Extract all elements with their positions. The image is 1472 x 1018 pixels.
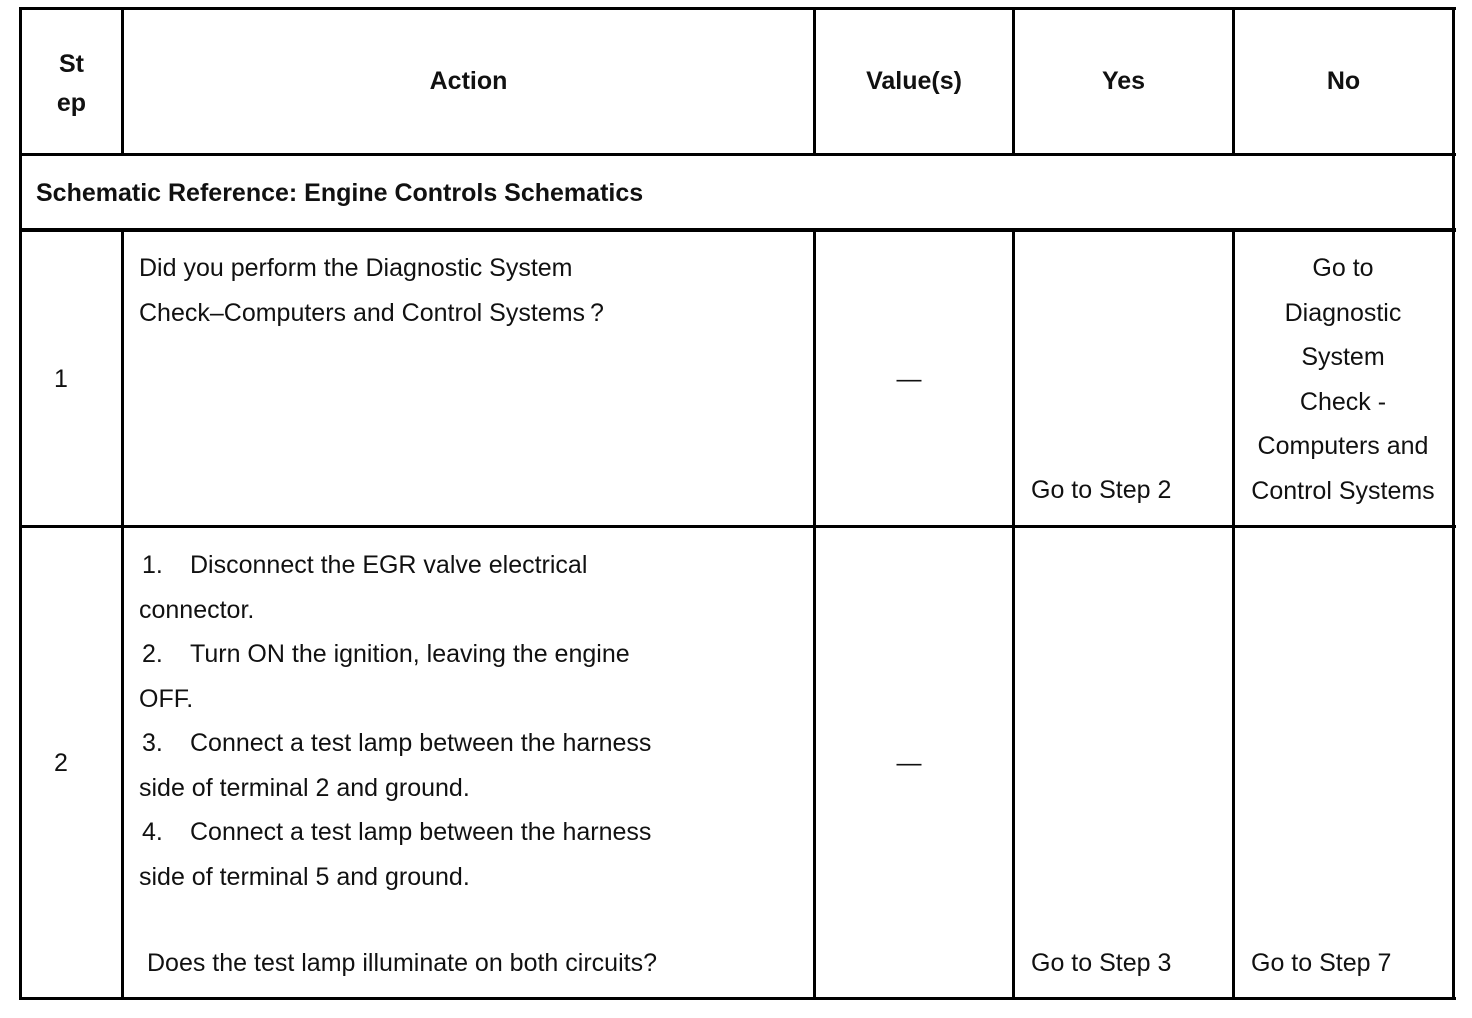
row2-action	[139, 543, 811, 899]
header-no: No	[1326, 67, 1361, 95]
substep: 1. Disconnect the EGR valve electrical connector.	[139, 551, 588, 624]
row2-value: —	[896, 749, 922, 777]
row1-value: —	[896, 365, 922, 393]
row1-yes: Go to Step 2	[1031, 476, 1172, 504]
row2-question: Does the test lamp illuminate on both circuits?	[147, 949, 657, 977]
table-border-bottom	[19, 997, 1456, 1000]
header-action: Action	[429, 67, 508, 95]
header-step: St ep	[56, 49, 87, 117]
row2-yes: Go to Step 3	[1031, 949, 1172, 977]
row2-step: 2	[54, 749, 68, 777]
schematic-divider	[19, 228, 1456, 232]
row1-no: Go to Diagnostic System Check - Computers and Control Systems	[1251, 254, 1435, 505]
table-border-left	[19, 7, 22, 1000]
row2-no: Go to Step 7	[1251, 949, 1392, 977]
substep: 3. Connect a test lamp between the harness side of terminal 2 and ground.	[139, 729, 652, 802]
header-values: Value(s)	[866, 67, 962, 95]
row1-action: Did you perform the Diagnostic System Check–Computers and Control Systems ?	[139, 254, 604, 327]
schematic-reference: Schematic Reference: Engine Controls Schematics	[36, 179, 644, 207]
row1-step: 1	[54, 365, 68, 393]
col-divider-yes	[1232, 229, 1235, 1000]
table-border-right	[1452, 7, 1455, 1000]
header-divider	[19, 153, 1456, 156]
row-divider	[19, 525, 1456, 528]
substep: 4. Connect a test lamp between the harness side of terminal 5 and ground.	[139, 818, 652, 891]
header-yes: Yes	[1101, 67, 1146, 95]
col-divider-step	[121, 229, 124, 1000]
row2-substeps	[139, 543, 811, 899]
substep: 2. Turn ON the ignition, leaving the engine OFF.	[139, 640, 630, 713]
col-divider-values	[1012, 229, 1015, 1000]
col-divider-action	[813, 229, 816, 1000]
